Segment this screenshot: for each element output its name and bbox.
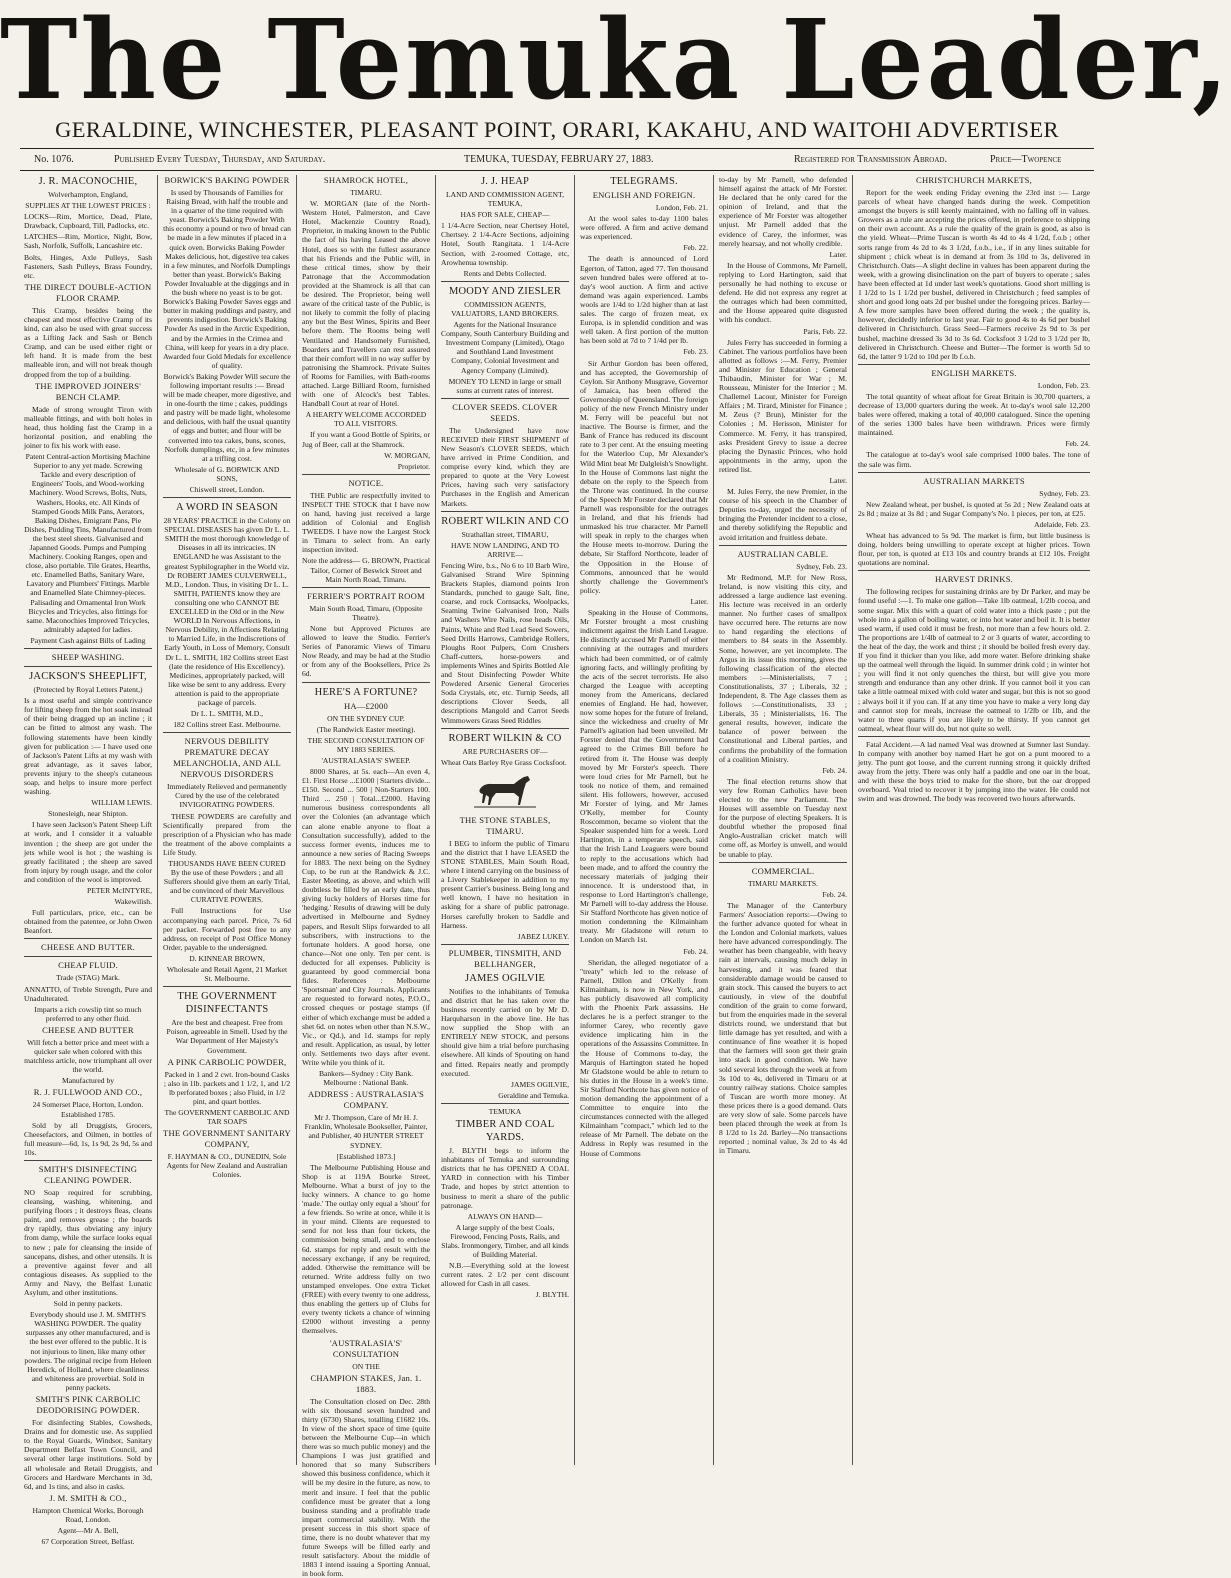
manufactured-by: Manufactured by: [61, 1076, 115, 1086]
payment-terms: Payment Cash against Bills of Lading: [30, 635, 146, 645]
issue-date: TEMUKA, TUESDAY, FEBRUARY 27, 1883.: [464, 154, 654, 165]
separator: [441, 728, 569, 729]
separator: [24, 956, 152, 957]
notice-address: Note the address— G. BROWN, Practical Tailor, Corner of Beswick Street and Main North Road, Timaru.: [302, 556, 431, 584]
timber-temuka: TEMUKA: [488, 1106, 522, 1116]
separator: [441, 511, 569, 512]
timber-note: N.B.—Everything sold at the lowest current rates. 2 1/2 per cent discount allowed for Cash in all cases.: [441, 1261, 569, 1289]
wilkin-2-subtitle: ARE PURCHASERS OF—: [462, 746, 548, 756]
clover-title: CLOVER SEEDS. CLOVER SEEDS.: [452, 401, 558, 423]
smith-carbolic-title: SMITH'S PINK CARBOLIC DEODORISING POWDER.: [35, 1394, 141, 1416]
separator: [441, 944, 569, 945]
dateline-paris: Paris, Feb. 22.: [803, 326, 847, 336]
price: Price—Twopence: [990, 154, 1062, 165]
sheeplift-title: JACKSON'S SHEEPLIFT,: [29, 671, 147, 683]
nervous-debility-text-3: THOUSANDS HAVE BEEN CURED By the use of these Powders ; and all Sufferers should give them an early Trial, and be convinced of their Marvellous CURATIVE POWERS.: [163, 859, 291, 905]
borwick-title: BORWICK'S BAKING POWDER: [164, 175, 290, 185]
separator: [24, 938, 152, 939]
separator: [441, 281, 569, 282]
heap-rents: Rents and Debts Collected.: [463, 268, 547, 278]
wilkin-subtitle: Strathallan street, TIMARU,: [461, 529, 549, 539]
telegram-text-2: The death is announced of Lord Egerton, of Tatton, aged 77. Ten thousand seven hundred bales were offered at to-day's wool auction. A firm and active demand was again experienced. Lambs wools are 1/4d to 1/2d higher than at last sales. The cargo of frozen meat, ex Europa, is in splendid condition and was well taken. A first portion of the mutton has been sold at 7d to 7 1/4d per lb.: [580, 254, 708, 346]
telegrams-title: TELEGRAMS.: [610, 176, 678, 187]
separator: [24, 1160, 152, 1161]
australian-cable-title: AUSTRALIAN CABLE.: [737, 548, 829, 559]
separator: [719, 862, 847, 863]
maconochie-place: Wolverhampton, England,: [48, 190, 128, 199]
nervous-debility-text-4: Full Instructions for Use accompanying each parcel. Price, 7s 6d per packet. Forwarded post free to any address, on receipt of Post Office Money Order, payable to the undersigned.: [163, 906, 291, 952]
separator: [858, 364, 1090, 365]
cheese-butter-subtitle: CHEESE AND BUTTER: [42, 1024, 134, 1035]
fortune-amount: HA—£2000: [343, 700, 389, 711]
shamrock-place: TIMARU.: [350, 188, 382, 197]
notice-text: THE Public are respectfully invited to INSPECT THE STOCK that I have now on hand, having just received a large addition of Colonial and English TWEEDS. I have now the Largest Stock in Timaru to select from. An early inspection invited.: [302, 490, 430, 555]
smith-company: J. M. SMITH & CO.,: [49, 1492, 127, 1503]
dateline-later: Later.: [829, 249, 847, 259]
telegram-text-8: M. Jules Ferry, the new Premier, in the course of his speech in the Chamber of Deputies to-day, urged the necessity of bringing the Pretender incident to a close, and thereby solidifying the Republic and avoid irritation and fruitless debate.: [719, 487, 847, 542]
wilkin-title: ROBERT WILKIN AND CO: [441, 515, 569, 527]
dateline-rule: [20, 170, 1094, 171]
notice-title: NOTICE.: [348, 477, 384, 488]
telegram-text-4: Speaking in the House of Commons, Mr Forster brought a most crushing indictment against the Irish Land League. He distinctly accused Mr Parnell of either conniving at the outrages and murders which had been committed, or of calmly ignoring facts, and willingly profiting by the acts of the secret terrorists. He also charged the League with accepting money from the Americans, declared enemies of England. He had, however, now some hopes for the future of Ireland, since the wickedness and cruelty of Mr Parnell's agitation had been unveiled. Mr Forster denied that the Government had agreed to the Crimes Bill before he retired from it. The House was deeply moved by Mr Forster's speech. There were loud cries for Mr Parnell, but he took no notice of them, and remained silent. His followers, however, accused Mr Forster of lying, and Mr James O'Kelly, member for County Roscommon, became so violent that the Speaker suspended him for a week. Lord Hartington, in a temperate speech, said that the Irish Land Leaguers were bound to reply to the accusations which had been made, and to afford the country the necessary materials of judging their innocence. It is understood that, in response to Lord Hartington's challenge, Mr Parnell will to-day address the House. Sir Stafford Northcote has given notice of motion condemning the Kilmainham treaty. Mr Gladstone will return to London on March 1st.: [580, 608, 708, 945]
plumber-title: PLUMBER, TINSMITH, AND BELLHANGER,: [448, 947, 562, 969]
maconochie-supplies: SUPPLIES AT THE LOWEST PRICES :: [25, 201, 151, 211]
maconochie-bolts: Bolts, Hinges, Axle Pulleys, Sash Fasteners, Sash Pulleys, Brass Foundry, etc.: [24, 252, 152, 280]
ferrier-title: FERRIER'S PORTRAIT ROOM: [307, 590, 425, 601]
word-in-season-address: 182 Collins street East. Melbourne.: [173, 720, 281, 730]
borwick-wholesale: Wholesale of G. BORWICK AND SONS,: [174, 464, 280, 483]
horse-illustration: [470, 771, 540, 811]
dateline-adelaide: Adelaide, Feb. 23.: [1034, 519, 1090, 529]
pink-carbolic-title: A PINK CARBOLIC POWDER,: [167, 1056, 287, 1067]
smith-powder-text: NO Soap required for scrubbing, cleansing, washing, whitening, and purifying floors ; it destroys fleas, cleans paint, and removes grease ; the boards dry rapidly, thus obviating any injury from damp, while the surface looks equal to new ; pale for cleansing the inside of saucepans, dishes, and other utensils. It is a preventive against fever and all contagious diseases. As supplied to the Army and Navy, the Belfast Lunatic Asylum, and other institutions.: [24, 1187, 152, 1297]
top-rule: [20, 148, 1094, 149]
word-in-season-title: A WORD IN SEASON: [176, 502, 278, 514]
smith-powder-title: SMITH'S DISINFECTING CLEANING POWDER.: [38, 1163, 138, 1185]
dateline-later: Later.: [690, 596, 708, 606]
column-5: [580, 175, 708, 1465]
word-in-season-text: 28 YEARS' PRACTICE in the Colony on SPECIAL DISEASES has given Dr L. L. SMITH the most thorough knowledge of Diseases in all its intricacies. IN ENGLAND he was Assistant to the greatest Syphilographer in the World viz. Dr ROBERT JAMES CULVERWELL, M.D., London. Thus, in visiting Dr L. L. SMITH, PATIENTS know they are consulting one who CANNOT BE EXCELLED in the Old or in the New WORLD In Nervous Affections, in Nervous Debility, in Affections Relating to Married Life, in the Indiscretions of Early Youth, in Loss of Memory, Consult Dr L. L. SMITH, 182 Collins street East (late the residence of His Excellency). Medicines, appropriately packed, will like wise be sent to any address. Every attention is paid to the appropriate package of parcels.: [163, 516, 291, 707]
fortune-established: [Established 1873.]: [336, 1151, 396, 1161]
annatto-text: Imparts a rich cowslip tint so much preferred to any other fluid.: [34, 1004, 142, 1023]
sheeplift-signature-1: WILLIAM LEWIS.: [91, 798, 152, 808]
english-foreign-title: ENGLISH AND FOREIGN.: [592, 190, 696, 200]
timber-signature: J. BLYTH.: [535, 1290, 569, 1300]
smith-agent-address: 67 Corporation Street, Belfast.: [41, 1537, 135, 1547]
ogilvie-place: Geraldine and Temuka.: [498, 1090, 569, 1100]
disinfectants-soaps: The GOVERNMENT CARBOLIC AND TAR SOAPS: [164, 1107, 290, 1127]
separator: [163, 497, 291, 498]
shamrock-role: Proprietor.: [397, 461, 430, 471]
smith-agent: Agent—Mr A. Bell,: [57, 1525, 119, 1535]
fortune-sweep: 'AUSTRALASIA'S' SWEEP.: [321, 755, 411, 765]
shamrock-signature: W. MORGAN,: [384, 450, 430, 460]
stone-stables-title: THE STONE STABLES, TIMARU.: [459, 814, 551, 836]
timber-text: J. BLYTH begs to inform the inhabitants of Temuka and surrounding districts that he has OPENED A COAL YARD in connection with his Timber Trade, and hopes by strict attention to business to merit a share of the public patronage.: [441, 1146, 569, 1210]
telegram-text-3: Sir Arthur Gordon has been offered, and has accepted, the Governorship of Ceylon. Sir Anthony Musgrave, Governor of Jamaica, has been offered the Governorship of Queensland. The foreign policy of the new French Ministry under M. Ferry will be peaceful but not inactive. The Bourse is firmer, and the Bank of France has reduced its discount rate to 3 per cent. At the ensuing meeting for the Waterloo Cup, Mr Alexander's Wild Mint beat Mr Dalgleish's Snowlight. In the House of Commons last night the debate on the reply to the Speech from the Throne was continued. In the course of the Speech Mr Forster declared that Mr Parnell was responsible for the outrages in Ireland, and that his friends had unmasked his true character. Mr Parnell will speak in reply to the charges when the House meets to-morrow. During the debate, Sir Stafford Northcote, leader of the Opposition in the House of Commons, announced that he would shortly challenge the Government's policy.: [580, 358, 708, 595]
telegram-text-6: In the House of Commons, Mr Parnell, replying to Lord Hartington, said that personally he had nothing to excuse or defend. He did not express any regret at the outrages which had been committed, and the House appeared quite disgusted with his conduct.: [719, 260, 847, 325]
australian-markets-text: New Zealand wheat, per bushel, is quoted at 5s 2d ; New Zealand oats at 2s 8d ; maize at 3s 8d ; and Sugar Company's No. 1 pieces, per ton, at £25.: [858, 499, 1090, 518]
dateline-later: Later.: [829, 476, 847, 485]
fortune-text: 8000 Shares, at 5s. each—An even 4, £1. First Horse ...£1000 | Starters divide...£150. Second ... 500 | Non-Starters 100. Third ... 250 | Total...£2000. Having numerous business correspondents all over the Colonies (an advantage which can alone enable anyone to float a Consultation successfully), added to the success former events, induces me to announce a new series of Racing Sweeps for 1883. The next being on the Sydney Cup, to be run at the Randwick & J.C. Easter Meeting, as above, and which will doubtless be filled by an early date, thus giving lucky holders of Horses time for 'hedging.' Results of drawing will be duly advertised in Melbourne and Sydney papers, and Result Slips forwarded to all subscribers, with instructions to the fortunate holders. A good horse, one chance—Not one only. Ten per cent. is deducted for all expenses. Publicity is guaranteed by good commercial bona fides. References : Melbourne 'Sportsman' and City Journals. Applicants are requested to forward notes, P.O.O., crossed cheques or postage stamps (if either of which exchange must be added a shet 6d. on notes when other than N.S.W., Vic., or Qd.), and 1d. stamps for reply and result. Application, as usual, by letter only. Settlements two days after event. Write while you think of it.: [302, 766, 430, 1067]
column-divider: [713, 175, 714, 1465]
timber-items: A large supply of the best Coals, Firewood, Fencing Posts, Rails, and Slabs. Ironmongery, Timber, and all kinds of Building Material.: [441, 1222, 569, 1260]
dateline-feb-24: Feb. 24.: [822, 765, 847, 775]
english-markets-title: ENGLISH MARKETS.: [931, 367, 1017, 378]
maconochie-locks: LOCKS—Rim, Mortice, Dead, Plate, Drawback, Cupboard, Till, Padlocks, etc.: [24, 212, 152, 231]
ogilvie-text: Notifies to the inhabitants of Temuka and district that he has taken over the business recently carried on by Mr D. Harquharson in the above line. He has now supplied the Shop with an ENTIRELY NEW STOCK, and persons should give him a trial before purchasing elsewhere. All kinds of Spouting on hand and fitted. Repairs neatly and promptly executed.: [441, 986, 569, 1078]
english-markets-text: The total quantity of wheat afloat for Great Britain is 30,700 quarters, a decrease of 13,000 quarters during the week. At to-day's wool sale 12,200 bales were offered, making a total of 40,000 catalogued. Since the opening of the series 1300 bales have been withdrawn. Prices were firmly maintained.: [858, 391, 1090, 438]
timber-always: ALWAYS ON HAND—: [467, 1211, 543, 1221]
column-3: [302, 175, 431, 1578]
consultation-stakes: CHAMPION STAKES, Jan. 1. 1883.: [310, 1372, 422, 1394]
ferrier-address: Main South Road, Timaru, (Opposite Theatre).: [309, 603, 423, 622]
separator: [24, 648, 152, 649]
cheese-butter-title: CHEESE AND BUTTER.: [40, 942, 136, 953]
consultation-title: 'AUSTRALASIA'S' CONSULTATION: [329, 1337, 403, 1359]
column-divider: [852, 175, 853, 1465]
smith-powder-sold: Sold in penny packets.: [53, 1299, 123, 1309]
masthead-title: The Temuka Leader,: [0, 0, 1231, 125]
sheeplift-text: Is a most useful and simple contrivance for lifting sheep from the hot soak instead of their being dragged up an incline ; it can be fitted to almost any wash. The following statements have been kindly given for publication :— I have used one of Jackson's Patent Lifts at my wash with great advantage, as it saves labor, prevents injury to the sheep's cutaneous soap, and helps to insure more perfect washing.: [24, 696, 152, 797]
nervous-debility-text: Immediately Relieved and permanently Cured by the use of the celebrated INVIGORATING POWDERS.: [167, 782, 287, 810]
column-2: [163, 175, 291, 1465]
wilkin-landing: HAVE NOW LANDING, AND TO ARRIVE—: [450, 540, 560, 559]
heap-for-sale: HAS FOR SALE, CHEAP—: [460, 210, 550, 220]
masthead: [0, 0, 1231, 125]
fullwood-sold: Sold by all Druggists, Grocers, Cheesefactors, and Oilmen, in bottles of full measure—6d, 1s, 1s 9d, 2s 9d, 5s and 10s.: [24, 1120, 152, 1157]
telegram-text-1: At the wool sales to-day 1100 bales were offered. A firm and active demand was experienced.: [580, 214, 708, 242]
heap-subtitle: LAND AND COMMISSION AGENT, TEMUKA,: [446, 190, 564, 209]
heap-title: J. J. HEAP: [480, 176, 530, 187]
sheeplift-signature-1-place: Stonesleigh, near Shipton.: [48, 809, 128, 819]
nervous-debility-address: Wholesale and Retail Agent, 21 Market St. Melbourne.: [166, 965, 288, 984]
separator: [302, 682, 430, 683]
dateline-feb-24: Feb. 24.: [683, 946, 708, 956]
english-markets-text-2: The catalogue at to-day's wool sale comprised 1000 bales. The tone of the sale was firm.: [858, 450, 1090, 469]
consultation-text: The Consultation closed on Dec. 28th with six thousand seven hundred and thirty (6730) Shares, totalling £1682 10s. In view of the short space of time (quite between the Melbourne Cup—in which there was so much public money) and the Champions I was just gratified and honored that so many Subscribers showed this business confidence, which it will be my desire in the future, as now, to merit and insure. I feel that the public confidence must be greater that a long business standing and a profitable trade impart commercial stability. With the present success in this short space of time, there is no doubt whatever that my future Sweeps will be filled early and result satisfactory. About the middle of 1883 I intend issuing a Sporting Annual, in book form.: [302, 1396, 430, 1578]
wilkin-2-title: ROBERT WILKIN & CO: [448, 732, 562, 744]
borwick-text: Is used by Thousands of Families for Raising Bread, with half the trouble and in a quarter of the time required with yeast. Borwick's Baking Powder With this economy a pound or two of bread can be made in a few minutes if placed in a quick oven. Borwicks Baking Powder Makes delicious, hot, digestive tea cakes in a few minutes, and Norfolk Dumplings better than yeast. Borwick's Baking Powder Invaluable at the diggings and in the bush where no yeast is to be got. Borwick's Baking Powder Saves eggs and butter in making puddings and pastry, and prevents indigestion. Borwick's Baking Powder As used in the Arctic Expedition, and by the Armies in the Crimea and China, will keep for years in a dry place. Awarded four Gold Medals for excellence of quality.: [163, 188, 291, 370]
disinfectants-packed: Packed in 1 and 2 cwt. Iron-bound Casks ; also in 1lb. packets and 1 1/2, 1, and 1/2 lb perforated boxes ; also Fluid, in 1/2 pint, and quart bottles.: [163, 1069, 291, 1106]
separator: [302, 474, 430, 475]
separator: [441, 1103, 569, 1104]
moody-money: MONEY TO LEND in large or small sums at current rates of interest.: [448, 376, 562, 395]
dateline-sydney: Sydney, Feb. 23.: [796, 561, 847, 571]
wilkin-items: Fencing Wire, b.s., No 6 to 10 Barb Wire, Galvanised Strand Wire Spinning Brackets Staples, diamond points Iron Standards, punched to gauge Salt, fine, coarse, and rock Cornsacks, Woolpacks, Seaming Twine Galvanised Iron, Nails and Washers Wire Nails, rose heads Oils, Paints, White and Red Lead Seed Sowers, Seed Drills Harrows, Cambridge Rollers, Ploughs Root Pulpers, Corn Crushers Chaff-cutters, horse-powers and implements Wines and Spirits Bottled Ale and Stout Disinfecting Powder White Powdered Arsenic General Groceries Soda Crystals, etc, etc. Turnip Seeds, all descriptions Clover Seeds, all descriptions Mangold and Carrot Seeds Wimmowers Grass Seed Riddles: [441, 560, 569, 725]
consultation-on: ON THE: [352, 1361, 380, 1371]
harvest-drinks-title: HARVEST DRINKS.: [934, 574, 1014, 585]
christchurch-markets-title: CHRISTCHURCH MARKETS,: [916, 175, 1032, 185]
commercial-title: COMMERCIAL.: [751, 865, 815, 876]
stone-stables-text: I BEG to inform the public of Timaru and the district that I have LEASED the STONE STABLES, Main South Road, where I intend carrying on the business of a Livery Stablekeeper in addition to my present Carrier's business. Being long and well known, I have no hesitation in asking for a share of public patronage. Horses carefully broken to Saddle and Harness.: [441, 838, 569, 930]
maconochie-latches: LATCHES—Rim, Mortice, Night, Bow, Sash, Norfolk, Suffolk, Lancashire etc.: [24, 232, 152, 251]
moody-text: Agents for the National Insurance Company, South Canterbury Building and Investment Company (Limited), Otago and Southland Land Investment Company, Colonial Investment and Agency Company (Limited).: [441, 320, 569, 375]
separator: [163, 732, 291, 733]
fortune-on: ON THE SYDNEY CUP.: [327, 713, 405, 723]
moody-subtitle: COMMISSION AGENTS, VALUATORS, LAND BROKERS.: [451, 299, 559, 318]
separator: [858, 570, 1090, 571]
maconochie-title: J. R. MACONOCHIE,: [38, 176, 138, 187]
dateline-london-21: London, Feb. 21.: [655, 203, 708, 212]
floor-cramp-text: This Cramp, besides being the cheapest and most effective Cramp of its kind, can also be used with great success as a Lifting Jack and Sash or Bench Cramp, and can be used either right or left hand. It is made from the best malleable iron, and will not break though dropped from the top of a building.: [24, 305, 152, 379]
smith-washing-text: Everybody should use J. M. SMITH'S WASHING POWDER. The quality surpasses any other manufactured, and is the best ever offered to the public. It is not injurious to linen, like many other powders. The original recipe from Heleen Heredick, of Holland, where cleanliness and whiteness are proverbial. Sold in penny packets.: [24, 1310, 152, 1392]
ogilvie-title: JAMES OGILVIE: [464, 972, 546, 984]
harvest-drinks-text: The following recipes for sustaining drinks are by Dr Parker, and may be found useful :—1. To make one gallon—Take 1lb oatmeal, 1/2lb cocoa, and some sugar. Mix this with a quart of cold water into a thick paste ; put the whole into a gallon of boiling water, or into hot water and boil it. It is better used warm, if used cold it must be fresh, not more than a few hours old. 2. The proportions are 1/4lb of oatmeal to 2 or 3 quarts of water, according to the heat of the day, the work and thirst ; it should be boiled fresh every day. If you find it thicker than you like, add more water. Before drinking shake up the oatmeal well through the liquid. In summer drink cold ; in winter hot ; you will find it not only quenches the thirst, but will give you more strength and endurance than any other drink. If you cannot boil it you can take a little oatmeal mixed with cold water and sugar, but this is not so good ; always boil it if you can. If at any time you have to make a very long day and cannot stop for meals, increase the oatmeal to 1/2lb or 1lb, and the water to three quarts if you are likely to be thirsty. If you cannot get oatmeal, wheat flour will do, but not quite so well.: [858, 587, 1090, 733]
moody-title: MOODY AND ZIESLER: [448, 285, 562, 297]
borwick-text-2: Borwick's Baking Powder Will secure the following important results :— Bread will be made cheaper, more digestive, and in one-fourth the time ; cakes, puddings and pastry will be made light, wholesome and delicious, with half the usual quantity of eggs and butter, and flour will be converted into tea cakes, buns, scones, Norfolk dumplings, etc, in a few minutes at a trifling cost.: [163, 371, 291, 463]
registered-notice: Registered for Transmission Abroad.: [794, 154, 947, 165]
masthead-subtitle: GERALDINE, WINCHESTER, PLEASANT POINT, ORARI, KAKAHU, AND WAITOHI ADVERTISER: [55, 117, 1059, 142]
sheeplift-signature-2-place: Wakewilish.: [114, 897, 152, 907]
sheeplift-text-2: I have seen Jackson's Patent Sheep Lift at work, and I consider it a valuable invention ; the sheep are got under the jets while wool is hot ; the washing is greatly facilitated ; the sheep are saved from injury by rough usage, and the color and condition of the wool is improved.: [24, 820, 152, 884]
floor-cramp-title: THE DIRECT DOUBLE-ACTION FLOOR CRAMP.: [24, 281, 152, 303]
column-1: [24, 175, 152, 1547]
column-divider: [574, 175, 575, 1465]
bench-clamp-text: Made of strong wrought Tiron with malleable fittings, and with bolt holes in head, thus holding fast the Cramp in a horizontal position, and enabling the joiner to fix his work with ease.: [24, 404, 152, 450]
telegram-text-5: Sheridan, the alleged negotiator of a "treaty" which led to the release of Parnell, Dillon and O'Kelly from Kilmainham, is now in New York, and has publicly disavowed all complicity with the Phoenix Park assassins. He declares he is a perfect stranger to the informer Carey, who recently gave evidence implicating him in the operations of the Assassins Committee. In the House of Commons to-day, the Marquis of Hartington stated he hoped Mr Gladstone would be able to return to his duties in the House in a week's time. Sir Stafford Northcote has given notice of motion demanding the appointment of a Committee to enquire into the circumstances connected with the alleged Kilmainham "compact," which led to the release of Mr Parnell. The debate on the Address in Reply was resumed in the House of Commons: [580, 957, 708, 1158]
separator: [858, 736, 1090, 737]
sheeplift-signature-2: PETER McINTYRE,: [87, 886, 152, 895]
christchurch-markets-text: Report for the week ending Friday evening the 23rd inst :— Large parcels of wheat have changed hands during the week. Competition amongst the buyers is still keenly maintained, with no falling off in values. Growers as a rule are accepting the prices offered, in preference to shipping on their own account. As a rule the quality of the grain is good, as also is the yield. Wheat—Prime Tuscan is worth 4s 4d to 4s 4 1/2d, f.o.b ; other sorts range from 4s 2d to 4s 3 1/2d, f.o.b., i.e., if in any lines suitable for shipment ; chick wheat is in demand at from 3s 10d to 3s, delivered in Christchurch. Oats—A slight decline in values has been apparent during the week, with a growing disinclination on the part of buyers to operate ; sales have been effected at 1d under last week's quotations. Good short milling is 1 1/2d to 1s 1 1/2d per bushel, delivered in Christchurch ; feed samples of short and good long oats 2d per bushel under the foregoing prices. Barley—A few more samples have been offered during the week ; the quality is, however, decidedly inferior to last year. Fair to good 4s to 4s 6d per bushel delivered in Christchurch. Grass Seed—Farmers receive 2s 9d to 3s per bushel, machine dressed 3s 3d to 3s 6d. Cocksfoot 3 1/2d to 3 1/2d per lb, delivered in Christchurch. Cheese and Butter—The former is worth 5d to 6d, the latter 9 1/2d to 10d per lb f.o.b.: [858, 188, 1090, 361]
shamrock-welcome: A HEARTY WELCOME ACCORDED TO ALL VISITORS.: [305, 410, 427, 429]
separator: [163, 986, 291, 987]
shamrock-text-2: If you want a Good Bottle of Spirits, or Jug of Beer, call at the Shamrock.: [302, 430, 430, 449]
column-divider: [435, 175, 436, 1465]
fatal-accident-text: Fatal Accident.—A lad named Veal was drowned at Sumner last Sunday. In company with another boy named Hart he got on a punt moored to a jetty. The punt got loose, and the current running strong it quickly drifted away from the jetty. There was only half a paddle and one oar in the boat, and with these the boys tried to make for the shore, but the oar dropped overboard. Veal tried to recover it by jumping into the water. He could not swim and was drowned. The body was recovered two hours afterwards.: [858, 739, 1090, 804]
dateline-feb-24: Feb. 24.: [822, 889, 847, 899]
smith-carbolic-text: For disinfecting Stables, Cowsheds, Drains and for domestic use. As supplied to the Royal Guards, Windsor, Sanitary Department Belfast Town Council, and several other large institutions. Sold by all wholesale and Retail Druggists, and Grocers and Hardware Merchants in 3d, 6d, and 1s tins, and also in casks.: [24, 1418, 152, 1491]
cable-text-2: The final election returns show that very few Roman Catholics have been elected to the new Parliament. The Houses will assemble on Tuesday next for the purpose of electing Speakers. It is doubtful whether the proposed final Anglo-Australian cricket match will come off, as Morley is unwell, and would be unable to play.: [719, 776, 847, 859]
telegram-continued: to-day by Mr Parnell, who defended himself against the attack of Mr Forster. He declared that he only cared for the opinion of Ireland, and that the experience of Mr Forster was altogether unjust. Mr Parnell added that the evidence of Carey, the informer, was merely hearsay, and not wholly credible.: [719, 175, 847, 248]
borwick-address: Chiswell street, London.: [189, 485, 265, 494]
disinfectants-text: Are the best and cheapest. Free from Poison, agreeable in Smell. Used by the War Department of Her Majesty's Government.: [166, 1018, 288, 1055]
ogilvie-signature: JAMES OGILVIE,: [511, 1079, 569, 1089]
column-divider: [157, 175, 158, 1465]
disinfectants-title: THE GOVERNMENT DISINFECTANTS: [177, 991, 277, 1016]
cable-text-1: Mr Redmond, M.P. for New Ross, Ireland, is now visiting this city, and addressed a large audience last evening. His lecture was received in an orderly manner. No further cases of smallpox have occurred here. The returns are now to hand regarding the elections of members to 84 seats in the Assembly. Some, however, are yet incomplete. The Argus in its issue this morning, gives the following classification of the elected members :—Ministerialists, 7 ; Constitutionalists, 37 ; Liberals, 32 ; Independent, 8. The Age classes them as follows :—Constitutionalists, 33 ; Liberals, 35 ; Ministerialists, 16. The general results, however, indicate the balance of power between the Constitutional and Liberal parties, and confirms the probability of the formation of a coalition Ministry.: [719, 572, 847, 764]
column-6: [719, 175, 847, 1465]
sheeplift-particulars: Full particulars, price, etc., can be obtained from the patentee, or John Owen Beanfort.: [24, 908, 152, 936]
cheap-fluid-title: CHEAP FLUID.: [58, 960, 118, 971]
wilkin-2-items: Wheat Oats Barley Rye Grass Cocksfoot.: [441, 757, 567, 767]
fortune-consultation: THE SECOND CONSULTATION OF MY 1883 SERIES.: [307, 735, 425, 754]
column-7: [858, 175, 1090, 1465]
separator: [858, 472, 1090, 473]
dateline: [34, 152, 1080, 168]
shamrock-title: SHAMROCK HOTEL,: [323, 175, 409, 185]
heap-items: 1 1/4-Acre Section, near Chertsey Hotel, Chertsey. 2 1/4-Acre Sections, adjoining Hotel, South Rangitata. 1 1/4-Acre Section, with 2-roomed Cottage, etc, Arowhenua township.: [441, 221, 569, 267]
dateline-feb-24: Feb. 24.: [1065, 439, 1090, 449]
dateline-sydney-23: Sydney, Feb. 23.: [1039, 488, 1090, 498]
australian-markets-text-2: Wheat has advanced to 5s 9d. The market is firm, but little business is doing, holders being unwilling to operate except at higher prices. Town flour, per ton, is quoted at £13 10s and country brands at £12 10s. Freight quotations are nominal.: [858, 531, 1090, 568]
dateline-feb-22: Feb. 22.: [683, 243, 708, 253]
ferrier-text: None but Approved Pictures are allowed to leave the Studio. Ferrier's Series of Panoramic Views of Timaru Now Ready, and may be had at the Studio or from any of the Booksellers, Price 2s 6d.: [302, 623, 430, 679]
nervous-debility-signature: D. KINNEAR BROWN,: [189, 953, 265, 963]
bench-clamp-title: THE IMPROVED JOINERS' BENCH CLAMP.: [34, 380, 141, 402]
fortune-title: HERE'S A FORTUNE?: [314, 686, 418, 698]
sheep-washing-title: SHEEP WASHING.: [51, 652, 125, 663]
commercial-text: The Manager of the Canterbury Farmers' Association reports:—Owing to the further advance quoted for wheat in the London and Colonial markets, values here have advanced correspondingly. The weather has been changeable, with heavy rain at intervals, causing much delay in harvesting, and it was feared that considerable damage would be caused to grain stock. This caused the buyers to act cautiously, in view of the doubtful condition of the grain to come forward, but from the enquiries made in the several districts round, we understand that but little damage has yet resulted, and with a continuance of fine weather it is hoped that the farmers will soon get their grain into stack in good condition. We have sold several lots through the week at from 3s 10d to 4s, delivered in Timaru or at country railway stations. Choice samples of Tuscan are worth more money. At these prices there is a good demand. Oats are very slow of sale. Some parcels have been placed through the week at from 1s 8 1/2d to 1s 2d. Barley—No transactions reported ; nominal value, 3s 2d to 4s 4d in Timaru.: [719, 900, 847, 1156]
shamrock-text: W. MORGAN (late of the North-Western Hotel, Palmerston, and Cave Hotel, Mackenzie Country Road), Proprietor, in making known to the Public the fact of his having Leased the above Hotel, does so with the fullest assurance that his Friends and the Public will, in these critical times, show by their Patronage that the Accommodation provided at the Shamrock is all that can be desired. The Proprietor, being well aware of the critical taste of the Public, is not likely to commit the folly of placing any but the Best Wines, Spirits and Beer before them. The Rooms being well Ventilated and Handsomely Furnished, Boarders and Travellers can rest assured that their comfort will in no way suffer by patronising the Shamrock. Private Suites of Rooms for Families, with Bath-rooms attached. Large Billiard Room, furnished with one of Alcock's best Tables. Handball Court at rear of Hotel.: [302, 199, 430, 409]
dateline-feb-23: Feb. 23.: [683, 347, 708, 357]
issue-number: No. 1076.: [34, 154, 74, 165]
sanitary-company: THE GOVERNMENT SANITARY COMPANY,: [163, 1128, 291, 1150]
telegram-text-7: Jules Ferry has succeeded in forming a Cabinet. The various portfolios have been allotted as follows :—M. Ferry, Premier and Minister for Education ; General Thibaudin, Minister for War ; M. Rousseau, Minister for the Interior ; M. Challemel Lacour, Minister for Foreign Affairs ; M. Tirard, Minister for Finance ; M. Zeus (? Brun), Minister for the Colonies ; M. Herisson, Minister for Commerce. M. Ferry, it has transpired, asks President Grevy to issue a decree placing the Dynastic Princes, who hold appointments in the army, upon the retired list.: [719, 337, 847, 474]
column-divider: [296, 175, 297, 1465]
dateline-london-23: London, Feb. 23.: [1037, 380, 1090, 390]
annatto-title: ANNATTO, of Treble Strength, Pure and Unadulterated.: [24, 984, 152, 1003]
cheese-butter-text: Will fetch a better price and meet with a quicker sale when colored with this matchless article, now triumphant all over the world.: [24, 1037, 152, 1075]
timber-title: TIMBER AND COAL YARDS.: [455, 1119, 555, 1144]
nervous-debility-text-2: THESE POWDERS are carefully and Scientifically prepared from the prescription of a Physician who has made the treatment of the above complaints a Life Study.: [163, 811, 291, 857]
fullwood-address: 24 Somerset Place, Horton, London. Established 1785.: [32, 1100, 144, 1119]
fortune-bankers: Bankers—Sydney : City Bank. Melbourne : National Bank.: [318, 1069, 414, 1088]
fortune-agent: Mr J. Thompson, Care of Mr H. J. Franklin, Wholesale Bookseller, Painter, and Publisher, 40 HUNTER STREET SYDNEY.: [304, 1113, 428, 1150]
separator: [302, 587, 430, 588]
fortune-address: ADDRESS : AUSTRALASIA'S COMPANY.: [308, 1089, 424, 1111]
publication-days: Published Every Tuesday, Thursday, and Saturday.: [114, 154, 326, 165]
sanitary-agents: F. HAYMAN & CO., DUNEDIN, Sole Agents for New Zealand and Australian Colonies.: [166, 1152, 288, 1180]
separator: [441, 398, 569, 399]
patent-list: Patent Central-action Mortising Machine Superior to any yet made. Screwing Tackle and every description of Engineers' Tools, and Wood-working Machinery. Wood Screws, Bolts, Nuts, Washers, Hooks, etc. All Kinds of Stamped Goods Milk Pans, Aerators, Baking Dishes, Emigrant Pans, Pie Dishes, Pudding Tins, Manufactured from the best steel sheets. Galvanised and Japanned Goods. Pumps and Pumping Machinery. Cooking Ranges, open and close, also portable. Tile Grates, Hearths, etc. Enamelled Baths, Sanitary Ware, Lavatory and Plumbers' Fittings. Marble and Enamelled Slate Chimney-pieces. Palisading and Ornamental Iron Work Bicycles and Tricycles, also fittings for same. Maconochies Improved Tricycles, admirably adapted for ladies.: [24, 452, 152, 634]
nervous-debility-title: NERVOUS DEBILITY PREMATURE DECAY MELANCHOLIA, AND ALL NERVOUS DISORDERS: [173, 736, 281, 780]
stone-stables-signature: JABEZ LUKEY.: [517, 931, 569, 941]
separator: [719, 545, 847, 546]
column-4: [441, 175, 569, 1465]
clover-text: The Undersigned have now RECEIVED their FIRST SHIPMENT of New Season's CLOVER SEEDS, which have arrived in Prime Condition, and comprise every kind, which they are prepared to quote at the Very Lowest Prices, having such very satisfactory Purchases in the English and American Markets.: [441, 425, 569, 508]
fortune-race: (The Randwick Easter meeting).: [316, 724, 416, 734]
timaru-markets-title: TIMARU MARKETS.: [747, 878, 819, 888]
smith-address: Hampton Chemical Works, Borough Road, London.: [32, 1505, 144, 1524]
australian-markets-title: AUSTRALIAN MARKETS: [923, 475, 1025, 486]
trade-mark: Trade (STAG) Mark.: [56, 973, 120, 983]
separator: [24, 666, 152, 667]
word-in-season-signature: Dr L. L. SMITH, M.D.,: [190, 709, 264, 719]
fullwood-name: R. J. FULLWOOD AND CO.,: [33, 1087, 143, 1098]
columns: [24, 175, 1090, 1578]
fortune-text-2: The Melbourne Publishing House and Shop is at 119A Bourke Street, Melbourne. What a burst of joy to the lucky winners. A chance to go home 'made.' The outlay only equal a 'shout' for a few friends. So write at once, while it is in your mind. Clients are requested to send for not less than four tickets, the commission being small, and to enclose 6d. stamps for reply and result with the necessary exchange, if any be required, added. Otherwise the remittance will be returned. Write address fully on two unstamped envelopes. One extra Ticket (FREE) with every twenty to one address, thus enabling the getters up of Clubs for every twenty tickets a chance of winning £2000 without investing a penny themselves.: [302, 1162, 430, 1336]
sheeplift-subtitle: (Protected by Royal Letters Patent,): [33, 685, 143, 695]
